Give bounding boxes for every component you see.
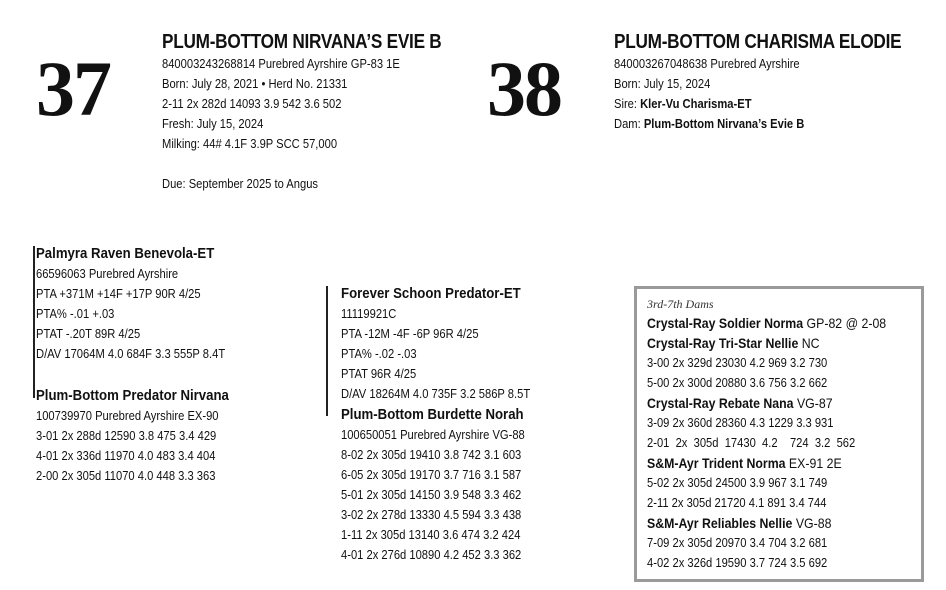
granddam-block-line: 1-11 2x 305d 13140 3.6 474 3.2 424	[341, 527, 521, 542]
sire-block-line: PTA% -.01 +.03	[36, 306, 115, 321]
lot-37-milking: Milking: 44# 4.1F 3.9P SCC 57,000	[162, 136, 338, 151]
lot-number-37: 37	[36, 45, 110, 132]
lot-37-due: Due: September 2025 to Angus	[162, 176, 319, 191]
lot-38-sire	[614, 94, 901, 114]
lot-38-name: PLUM-BOTTOM CHARISMA ELODIE	[614, 31, 902, 53]
dam-classification: VG-88	[792, 515, 832, 531]
dam-block-line: 2-00 2x 305d 11070 4.0 448 3.3 363	[36, 468, 216, 483]
mgs-block-line: PTA% -.02 -.03	[341, 346, 417, 361]
dam-record: 5-02 2x 305d 24500 3.9 967 3.1 749	[647, 475, 828, 490]
dam-name-text: Crystal-Ray Tri-Star Nellie	[647, 335, 799, 351]
sire-name: Kler-Vu Charisma-ET	[640, 96, 752, 111]
dam-classification: VG-87	[793, 395, 833, 411]
dam-record: 4-02 2x 326d 19590 3.7 724 3.5 692	[647, 555, 828, 570]
dam-entry-name	[647, 453, 888, 473]
dam-entry-name	[647, 333, 888, 353]
dam-record: 3-09 2x 360d 28360 4.3 1229 3.3 931	[647, 415, 834, 430]
dam-block-line: 100739970 Purebred Ayrshire EX-90	[36, 408, 219, 423]
lot-37-header	[162, 30, 487, 194]
dam-record: 2-11 2x 305d 21720 4.1 891 3.4 744	[647, 495, 827, 510]
dam-record: 7-09 2x 305d 20970 3.4 704 3.2 681	[647, 535, 828, 550]
dam-name-text: S&M-Ayr Trident Norma	[647, 455, 786, 471]
granddam-block	[341, 405, 555, 565]
granddam-block-line: 8-02 2x 305d 19410 3.8 742 3.1 603	[341, 447, 522, 462]
mgs-block-line: PTAT 96R 4/25	[341, 366, 417, 381]
granddam-block-line: 6-05 2x 305d 19170 3.7 716 3.1 587	[341, 467, 522, 482]
dam-classification: EX-91 2E	[785, 455, 842, 471]
lot-38-born: Born: July 15, 2024	[614, 76, 711, 91]
lot-38-dam	[614, 114, 901, 134]
pedigree-line-middle	[326, 286, 328, 416]
granddam-block-line: 3-02 2x 278d 13330 4.5 594 3.3 438	[341, 507, 522, 522]
dam-label: Dam:	[614, 116, 641, 131]
pedigree-line-left	[33, 246, 35, 398]
lot-37-name: PLUM-BOTTOM NIRVANA’S EVIE B	[162, 31, 442, 53]
lot-37-born: Born: July 28, 2021 • Herd No. 21331	[162, 76, 348, 91]
lot-37-registration: 840003243268814 Purebred Ayrshire GP-83 1E	[162, 56, 400, 71]
lot-37-record: 2-11 2x 282d 14093 3.9 542 3.6 502	[162, 96, 342, 111]
dam-record: 3-00 2x 329d 23030 4.2 969 3.2 730	[647, 355, 828, 370]
dam-record: 2-01 2x 305d 17430 4.2 724 3.2 562	[647, 435, 856, 450]
dam-name-text: Crystal-Ray Soldier Norma	[647, 315, 804, 331]
dam-record: 5-00 2x 300d 20880 3.6 756 3.2 662	[647, 375, 828, 390]
mgs-block	[341, 284, 561, 404]
granddam-block-line: 4-01 2x 276d 10890 4.2 452 3.3 362	[341, 547, 522, 562]
mgs-block-name: Forever Schoon Predator-ET	[341, 285, 521, 302]
granddam-block-line: 5-01 2x 305d 14150 3.9 548 3.3 462	[341, 487, 522, 502]
dam-block	[36, 386, 255, 486]
sire-block	[36, 244, 256, 364]
lot-38-registration: 840003267048638 Purebred Ayrshire	[614, 56, 800, 71]
dam-entry-name	[647, 393, 888, 413]
dam-name-text: Crystal-Ray Rebate Nana	[647, 395, 794, 411]
lot-38-header	[614, 30, 946, 134]
sire-block-line: D/AV 17064M 4.0 684F 3.3 555P 8.4T	[36, 346, 226, 361]
mgs-block-line: 11119921C	[341, 306, 397, 321]
dam-block-name: Plum-Bottom Predator Nirvana	[36, 387, 229, 404]
dam-block-line: 3-01 2x 288d 12590 3.8 475 3.4 429	[36, 428, 217, 443]
sire-block-name: Palmyra Raven Benevola-ET	[36, 245, 215, 262]
lot-number-38: 38	[487, 45, 561, 132]
dams-box-title: 3rd-7th Dams	[647, 297, 714, 311]
granddam-block-name: Plum-Bottom Burdette Norah	[341, 406, 524, 423]
granddam-block-line: 100650051 Purebred Ayrshire VG-88	[341, 427, 525, 442]
sire-label: Sire:	[614, 96, 637, 111]
dam-name: Plum-Bottom Nirvana’s Evie B	[643, 116, 805, 131]
sire-block-line: PTAT -.20T 89R 4/25	[36, 326, 141, 341]
dam-classification: GP-82 @ 2-08	[803, 315, 887, 331]
sire-block-line: PTA +371M +14F +17P 90R 4/25	[36, 286, 201, 301]
dams-box	[634, 286, 924, 582]
dam-entry-name	[647, 513, 888, 533]
lot-37-fresh: Fresh: July 15, 2024	[162, 116, 264, 131]
sire-block-line: 66596063 Purebred Ayrshire	[36, 266, 179, 281]
mgs-block-line: D/AV 18264M 4.0 735F 3.2 586P 8.5T	[341, 386, 531, 401]
mgs-block-line: PTA -12M -4F -6P 96R 4/25	[341, 326, 479, 341]
dam-name-text: S&M-Ayr Reliables Nellie	[647, 515, 793, 531]
dam-entry-name	[647, 313, 888, 333]
dam-block-line: 4-01 2x 336d 11970 4.0 483 3.4 404	[36, 448, 216, 463]
dam-classification: NC	[798, 335, 820, 351]
